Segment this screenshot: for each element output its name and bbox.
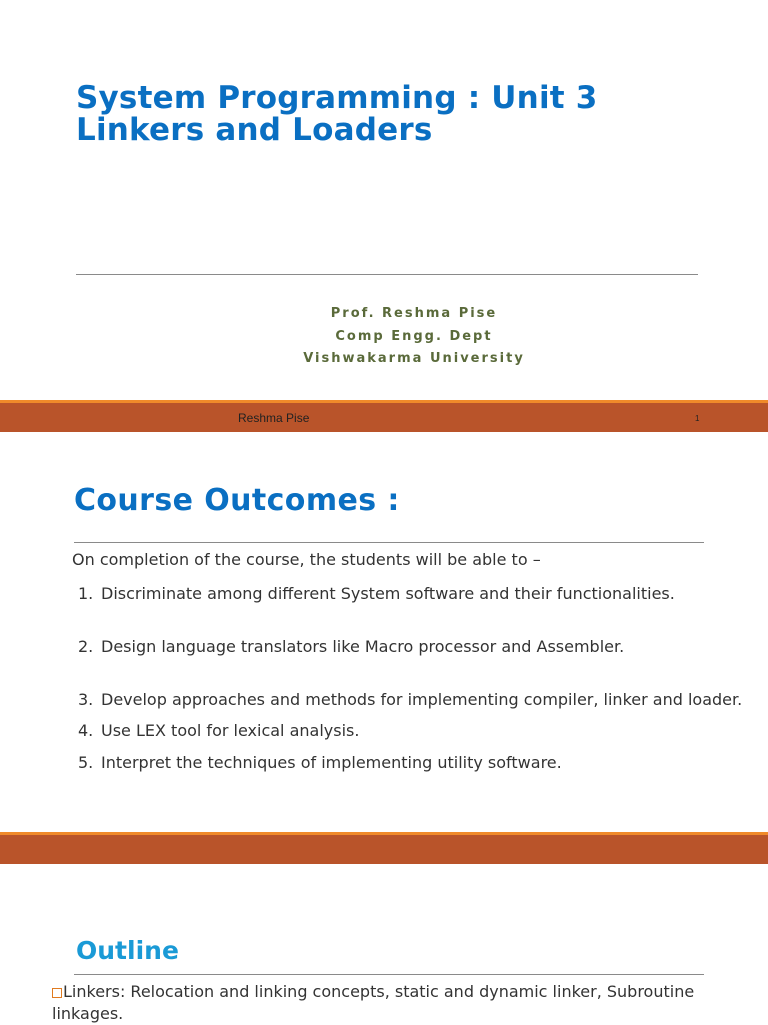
slide-footer-band [0, 400, 768, 432]
outcome-item [78, 637, 624, 656]
outcomes-intro: On completion of the course, the students will be able to – [72, 550, 541, 569]
outcome-number: 1. [78, 584, 94, 603]
outline-bullet [52, 981, 712, 1025]
outline-bullet-text: Linkers: Relocation and linking concepts, static and dynamic linker, Subroutine linkages. [52, 982, 695, 1023]
outline-title: Outline [76, 936, 179, 965]
outcome-number: 5. [78, 753, 94, 772]
slide-title-heading [76, 82, 598, 146]
outcome-item [78, 753, 562, 772]
title-divider [76, 274, 698, 275]
course-outcomes-title: Course Outcomes : [74, 483, 400, 518]
slide-title [0, 0, 768, 400]
author-name: Prof. Reshma Pise [330, 306, 498, 321]
slide-footer-band-2 [0, 832, 768, 864]
author-block [0, 303, 768, 371]
outcome-text: Design language translators like Macro processor and Assembler. [101, 637, 625, 656]
footer-author: Reshma Pise [238, 411, 310, 425]
outcomes-divider [74, 542, 704, 543]
outcome-item [78, 721, 359, 740]
slide-course-outcomes [0, 432, 768, 832]
outcome-text: Discriminate among different System software and their functionalities. [101, 584, 675, 603]
outline-divider [74, 974, 704, 975]
outcome-item [78, 690, 742, 709]
square-bullet-icon [52, 988, 62, 998]
outcome-number: 3. [78, 690, 94, 709]
title-line-1: System Programming : Unit 3 [76, 80, 598, 116]
slide-outline [0, 864, 768, 1024]
outcome-number: 4. [78, 721, 94, 740]
outcome-text: Develop approaches and methods for implementing compiler, linker and loader. [101, 690, 743, 709]
outcome-number: 2. [78, 637, 94, 656]
outcome-text: Interpret the techniques of implementing utility software. [101, 753, 562, 772]
outcome-item [78, 584, 675, 603]
author-department: Comp Engg. Dept [335, 328, 493, 344]
footer-page-number: 1 [695, 414, 700, 423]
title-line-2: Linkers and Loaders [76, 112, 433, 148]
author-university: Vishwakarma University [303, 351, 525, 366]
outcome-text: Use LEX tool for lexical analysis. [101, 721, 360, 740]
